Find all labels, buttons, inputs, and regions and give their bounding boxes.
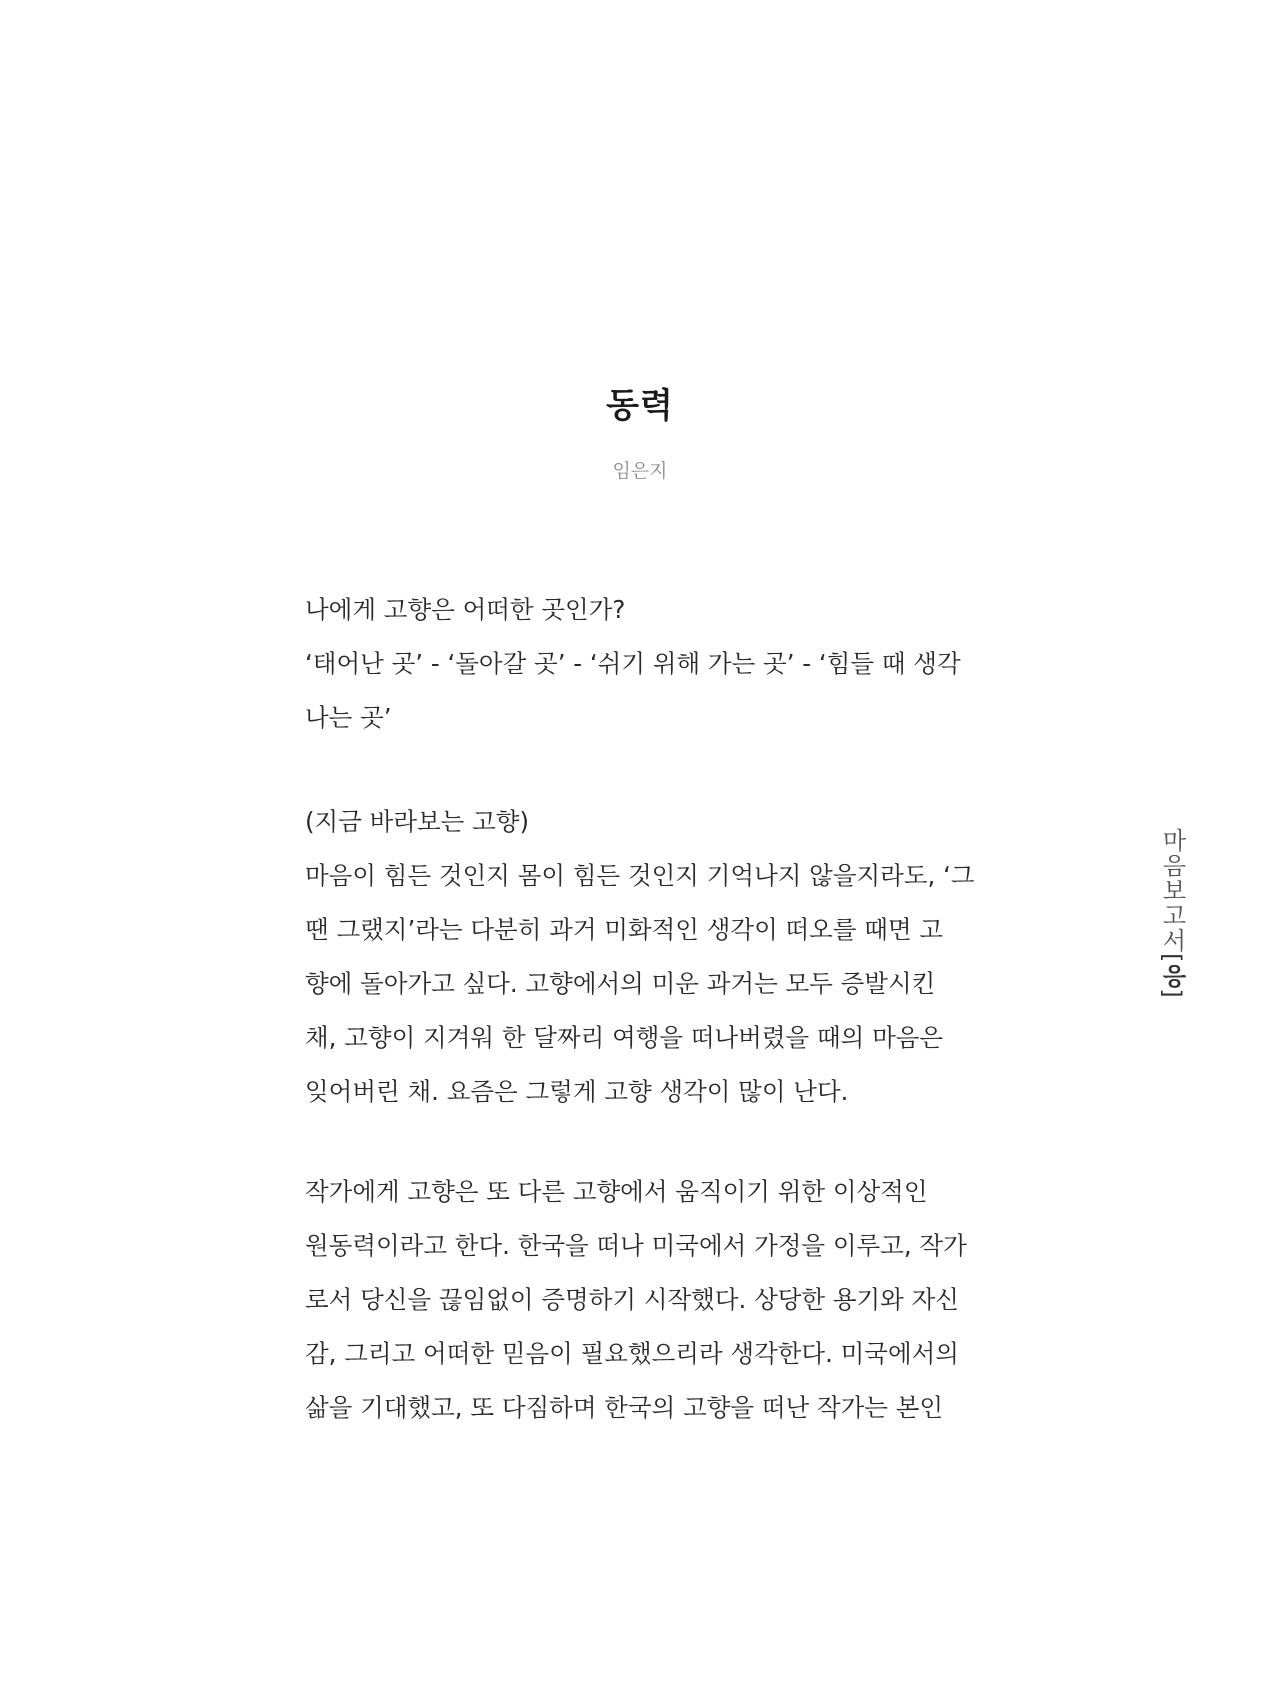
paragraph-line: 땐 그랬지’라는 다분히 과거 미화적인 생각이 떠오를 때면 고 bbox=[305, 915, 944, 944]
paragraph-line: 삶을 기대했고, 또 다짐하며 한국의 고향을 떠난 작가는 본인 bbox=[305, 1393, 944, 1422]
paragraph-1 bbox=[305, 583, 985, 745]
paragraph-2 bbox=[305, 795, 985, 1119]
side-label-bracket-close: ] bbox=[1158, 988, 1186, 999]
paragraph-line: 향에 돌아가고 싶다. 고향에서의 미운 과거는 모두 증발시킨 bbox=[305, 969, 936, 998]
paragraph-line: 감, 그리고 어떠한 믿음이 필요했으리라 생각한다. 미국에서의 bbox=[305, 1339, 959, 1368]
side-label-sub: 응 bbox=[1158, 963, 1186, 989]
side-label-main: 마음보고서 bbox=[1158, 828, 1186, 953]
paragraph-line: 원동력이라고 한다. 한국을 떠나 미국에서 가정을 이루고, 작가 bbox=[305, 1231, 967, 1260]
paragraph-line: ‘태어난 곳’ - ‘돌아갈 곳’ - ‘쉬기 위해 가는 곳’ - ‘힘들 때 생각 bbox=[305, 649, 961, 678]
paragraph-line: (지금 바라보는 고향) bbox=[305, 807, 530, 836]
paragraph-line: 채, 고향이 지겨워 한 달짜리 여행을 떠나버렸을 때의 마음은 bbox=[305, 1023, 944, 1052]
paragraph-line: 잊어버린 채. 요즘은 그렇게 고향 생각이 많이 난다. bbox=[305, 1077, 849, 1106]
paragraph-line: 나에게 고향은 어떠한 곳인가? bbox=[305, 595, 626, 624]
paragraph-line: 로서 당신을 끊임없이 증명하기 시작했다. 상당한 용기와 자신 bbox=[305, 1285, 959, 1314]
paragraph-line: 마음이 힘든 것인지 몸이 힘든 것인지 기억나지 않을지라도, ‘그 bbox=[305, 861, 975, 890]
section-side-label bbox=[1155, 828, 1190, 999]
paragraph-line: 작가에게 고향은 또 다른 고향에서 움직이기 위한 이상적인 bbox=[305, 1177, 928, 1206]
side-label-bracket-open: [ bbox=[1158, 953, 1186, 964]
paragraph-3 bbox=[305, 1165, 985, 1435]
paragraph-line: 나는 곳’ bbox=[305, 703, 392, 732]
author-name: 임은지 bbox=[612, 460, 668, 482]
essay-title: 동력 bbox=[606, 386, 674, 426]
